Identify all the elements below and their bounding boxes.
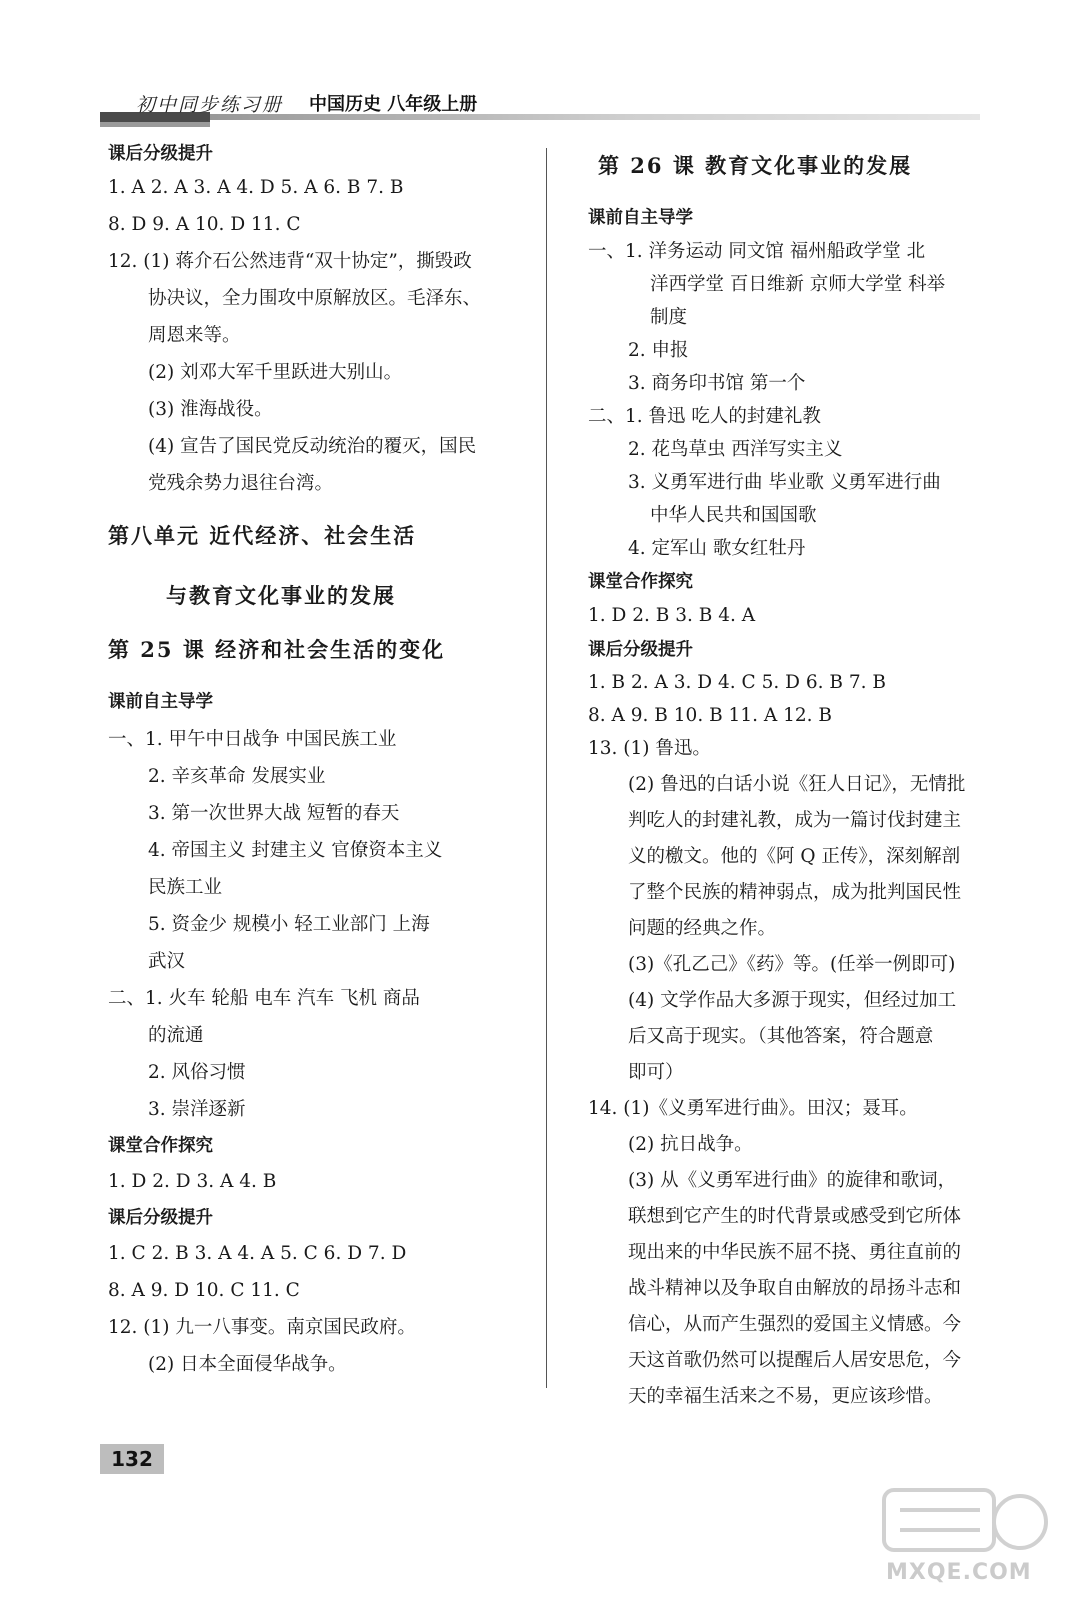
answer-line: 战斗精神以及争取自由解放的昂扬斗志和 [628,1278,962,1299]
answer-line: 联想到它产生的时代背景或感受到它所体 [628,1206,962,1227]
answer-line: 8. A 9. B 10. B 11. A 12. B [588,705,832,726]
answer-line: 二、1. 火车 轮船 电车 汽车 飞机 商品 [108,988,420,1009]
answer-line: 8. D 9. A 10. D 11. C [108,214,301,235]
answer-line: 协决议，全力围攻中原解放区。毛泽东、 [148,288,482,309]
answer-line: 天这首歌仍然可以提醒后人居安思危，今 [628,1350,962,1371]
answer-line: (3) 从《义勇军进行曲》的旋律和歌词， [628,1170,957,1191]
answer-line: 制度 [650,307,688,328]
column-divider [546,148,547,1388]
answer-line: 武汉 [148,951,186,972]
answer-line: 后又高于现实。（其他答案，符合题意 [628,1026,934,1047]
section-heading: 课堂合作探究 [588,572,693,592]
watermark-logo [880,1480,1050,1590]
answer-line: 13. (1) 鲁迅。 [588,738,711,759]
section-heading: 课后分级提升 [588,640,693,660]
lesson-title: 第 26 课 教育文化事业的发展 [598,153,913,178]
section-heading: 课前自主导学 [588,208,693,228]
answer-line: (3) 淮海战役。 [148,399,273,420]
answer-line: 5. 资金少 规模小 轻工业部门 上海 [148,914,430,935]
answer-line: 判吃人的封建礼教，成为一篇讨伐封建主 [628,810,962,831]
answer-line: 即可） [628,1062,684,1083]
page-number: 132 [100,1444,164,1474]
answer-line: 12. (1) 蒋介石公然违背“双十协定”，撕毁政 [108,251,472,272]
answer-line: 1. D 2. D 3. A 4. B [108,1171,277,1192]
header-series-title: 初中同步练习册 [136,94,284,116]
answer-line: 天的幸福生活来之不易，更应该珍惜。 [628,1386,943,1407]
answer-line: (4) 文学作品大多源于现实，但经过加工 [628,990,957,1011]
answer-line: 1. C 2. B 3. A 4. A 5. C 6. D 7. D [108,1243,407,1264]
answer-line: 4. 定军山 歌女红牡丹 [628,538,806,559]
answer-line: 2. 风俗习惯 [148,1062,246,1083]
answer-line: (2) 鲁迅的白话小说《狂人日记》，无情批 [628,774,966,795]
lesson-title: 第 25 课 经济和社会生活的变化 [108,637,446,662]
header-accent-underbar [100,122,210,127]
section-heading: 课前自主导学 [108,692,213,712]
answer-line: 4. 帝国主义 封建主义 官僚资本主义 [148,840,443,861]
answer-line: 一、1. 洋务运动 同文馆 福州船政学堂 北 [588,241,926,262]
answer-line: 2. 申报 [628,340,689,361]
answer-line: 3. 崇洋逐新 [148,1099,246,1120]
answer-line: 的流通 [148,1025,204,1046]
answer-line: 14. (1)《义勇军进行曲》。田汉；聂耳。 [588,1098,918,1119]
answer-line: 二、1. 鲁迅 吃人的封建礼教 [588,406,821,427]
answer-line: 信心，从而产生强烈的爱国主义情感。今 [628,1314,962,1335]
watermark-text: MXQE.COM [886,1560,1032,1585]
answer-line: 党残余势力退往台湾。 [148,473,334,494]
unit-title-line1: 第八单元 近代经济、社会生活 [108,523,417,548]
answer-line: (3)《孔乙己》《药》等。(任举一例即可) [628,954,956,975]
answer-line: 周恩来等。 [148,325,241,346]
section-heading: 课后分级提升 [108,1208,213,1228]
answer-line: 12. (1) 九一八事变。南京国民政府。 [108,1317,416,1338]
answer-line: 义的檄文。他的《阿 Q 正传》，深刻解剖 [628,846,961,867]
answer-line: 问题的经典之作。 [628,918,777,939]
answer-line: 3. 义勇军进行曲 毕业歌 义勇军进行曲 [628,472,941,493]
answer-line: 2. 辛亥革命 发展实业 [148,766,326,787]
answer-line: 民族工业 [148,877,223,898]
answer-line: 1. B 2. A 3. D 4. C 5. D 6. B 7. B [588,672,886,693]
answer-line: (2) 刘邓大军千里跃进大别山。 [148,362,403,383]
answer-line: 了整个民族的精神弱点，成为批判国民性 [628,882,962,903]
answer-line: (2) 日本全面侵华战争。 [148,1354,347,1375]
answer-line: 1. D 2. B 3. B 4. A [588,605,756,626]
watermark-seal-icon [880,1480,1050,1560]
section-heading: 课后分级提升 [108,144,213,164]
unit-title-line2: 与教育文化事业的发展 [166,583,396,608]
answer-line: (2) 抗日战争。 [628,1134,753,1155]
answer-line: 一、1. 甲午中日战争 中国民族工业 [108,729,397,750]
section-heading: 课堂合作探究 [108,1136,213,1156]
answer-line: 洋西学堂 百日维新 京师大学堂 科举 [650,274,946,295]
answer-line: 现出来的中华民族不屈不挠、勇往直前的 [628,1242,962,1263]
header-subject: 中国历史 八年级上册 [309,94,478,115]
answer-line: 8. A 9. D 10. C 11. C [108,1280,300,1301]
answer-line: 3. 第一次世界大战 短暂的春天 [148,803,400,824]
answer-line: 2. 花鸟草虫 西洋写实主义 [628,439,843,460]
answer-line: 中华人民共和国国歌 [650,505,817,526]
answer-line: 1. A 2. A 3. A 4. D 5. A 6. B 7. B [108,177,404,198]
answer-line: (4) 宣告了国民党反动统治的覆灭，国民 [148,436,477,457]
running-header [100,88,980,128]
answer-line: 3. 商务印书馆 第一个 [628,373,806,394]
